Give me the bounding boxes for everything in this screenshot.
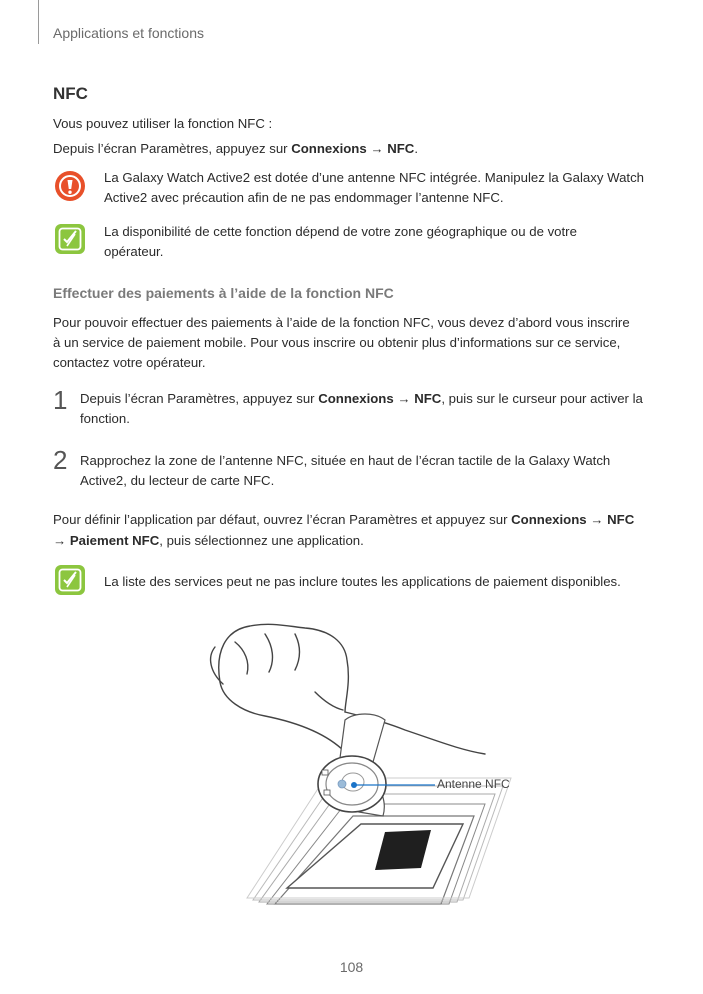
warning-line-1: La Galaxy Watch Active2 est dotée d’une antenne NFC intégrée. Manipulez la Galaxy Watch xyxy=(104,170,644,185)
callout-dot xyxy=(351,782,357,788)
note2-text: La liste des services peut ne pas inclure toutes les applications de paiement disponibles. xyxy=(104,574,621,589)
step-2-line-2: Active2, du lecteur de carte NFC. xyxy=(80,473,275,488)
payments-subtitle: Effectuer des paiements à l’aide de la fonction NFC xyxy=(53,285,394,301)
payments-line-1: Pour pouvoir effectuer des paiements à l’aide de la fonction NFC, vous devez d’abord vous inscrire xyxy=(53,315,630,330)
payments-line-3: contactez votre opérateur. xyxy=(53,355,206,370)
nfc-illustration xyxy=(195,612,615,912)
step-1-line-2: fonction. xyxy=(80,411,130,426)
note1-line-1: La disponibilité de cette fonction dépend de votre zone géographique ou de votre xyxy=(104,224,577,239)
step-1-line-1: Depuis l’écran Paramètres, appuyez sur Connexions → NFC, puis sur le curseur pour activer la xyxy=(80,391,643,406)
page-header-title: Applications et fonctions xyxy=(53,25,204,41)
payments-line-2: à un service de paiement mobile. Pour vous inscrire ou obtenir plus d’informations sur ce service, xyxy=(53,335,621,350)
intro-line-1: Vous pouvez utiliser la fonction NFC : xyxy=(53,116,273,131)
step-2-line-1: Rapprochez la zone de l’antenne NFC, située en haut de l’écran tactile de la Galaxy Watch xyxy=(80,453,611,468)
default-app-line-1: Pour définir l’application par défaut, ouvrez l’écran Paramètres et appuyez sur Connexions → NFC xyxy=(53,512,635,527)
warning-line-2: Active2 avec précaution afin de ne pas endommager l’antenne NFC. xyxy=(104,190,504,205)
note1-line-2: opérateur. xyxy=(104,244,164,259)
intro-line-2: Depuis l’écran Paramètres, appuyez sur Connexions → NFC. xyxy=(53,141,418,156)
nfc-antenna-label: Antenne NFC xyxy=(437,777,510,791)
step-2-number: 2 xyxy=(53,445,68,475)
header-rule xyxy=(38,0,39,44)
default-app-line-2: → Paiement NFC, puis sélectionnez une application. xyxy=(53,533,364,548)
page-number: 108 xyxy=(339,959,364,975)
note-icon xyxy=(55,224,85,254)
warning-icon xyxy=(55,171,85,201)
section-title: NFC xyxy=(53,84,88,103)
note-icon xyxy=(55,565,85,595)
step-1-number: 1 xyxy=(53,385,68,415)
